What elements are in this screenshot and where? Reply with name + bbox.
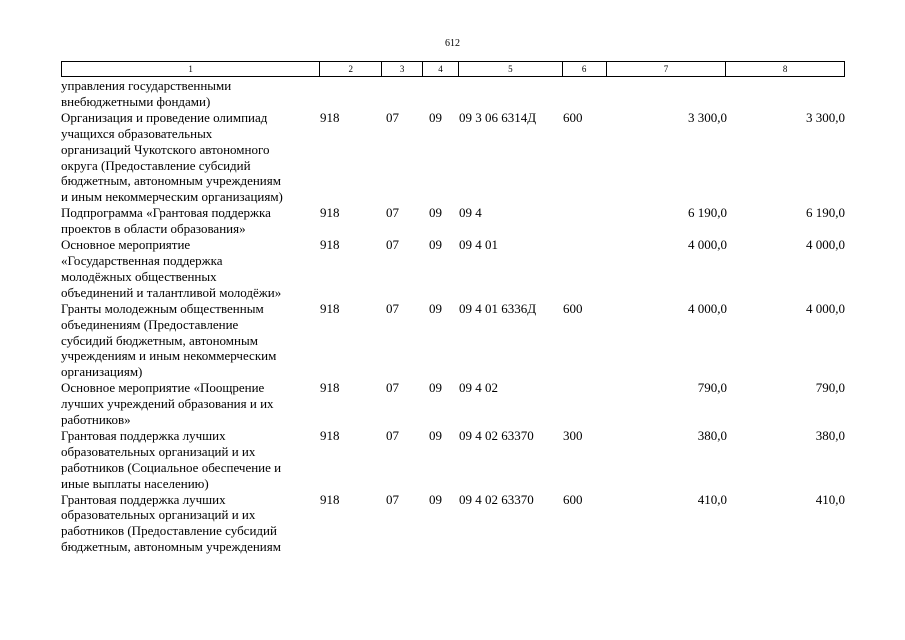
description-line: и иным некоммерческим организациям): [61, 189, 283, 205]
row-section: [382, 237, 423, 301]
description-line: образовательных организаций и их: [61, 507, 256, 523]
row-target-article: [459, 78, 563, 110]
row-amount-col7-value: 410,0: [697, 491, 727, 507]
row-description: [61, 237, 320, 301]
table-row: [61, 205, 845, 237]
description-line: округа (Предоставление субсидий: [61, 157, 251, 173]
row-amount-col7-value: 380,0: [697, 427, 727, 443]
row-description: [61, 205, 320, 237]
row-target-article-value: 09 4 02 63370: [459, 427, 534, 443]
row-amount-col8-value: 790,0: [815, 380, 845, 396]
row-section: [382, 110, 423, 205]
row-amount-col7: [607, 110, 727, 205]
row-amount-col7-value: 6 190,0: [688, 205, 727, 221]
row-amount-col8-value: 4 000,0: [806, 300, 845, 316]
row-section: [382, 301, 423, 381]
table-header: [61, 61, 845, 77]
row-amount-col7-value: 790,0: [697, 380, 727, 396]
table-row: [61, 492, 845, 556]
row-admin-code-value: 918: [320, 380, 340, 396]
description-line: Подпрограмма «Грантовая поддержка: [61, 205, 271, 221]
row-section: [382, 428, 423, 492]
header-col-8: 8: [782, 64, 788, 74]
row-section-value: 07: [386, 380, 399, 396]
description-line: Основное мероприятие: [61, 237, 191, 253]
row-admin-code-value: 918: [320, 237, 340, 253]
description-line: работников (Социальное обеспечение и: [61, 459, 282, 475]
row-section-value: 07: [386, 300, 399, 316]
row-amount-col8-value: 6 190,0: [806, 205, 845, 221]
row-expense-type: [563, 78, 607, 110]
row-amount-col7: [607, 301, 727, 381]
row-expense-type: [563, 492, 607, 556]
description-line: учреждениям и иным некоммерческим: [61, 348, 277, 364]
row-amount-col8: [727, 205, 845, 237]
header-col-1: 1: [62, 62, 320, 76]
row-subsection-value: 09: [429, 237, 442, 253]
description-line: образовательных организаций и их: [61, 443, 256, 459]
row-section: [382, 205, 423, 237]
row-admin-code-value: 918: [320, 300, 340, 316]
row-description: [61, 428, 320, 492]
row-amount-col8-value: 380,0: [815, 427, 845, 443]
description-line: Организация и проведение олимпиад: [61, 109, 268, 125]
row-admin-code-value: 918: [320, 109, 340, 125]
description-line: объединений и талантливой молодёжи»: [61, 284, 282, 300]
row-target-article-value: 09 4: [459, 205, 482, 221]
table-row: [61, 301, 845, 381]
header-col-3: 3: [382, 62, 423, 76]
row-section-value: 07: [386, 237, 399, 253]
row-amount-col7: [607, 78, 727, 110]
row-amount-col7: [607, 237, 727, 301]
description-line: Основное мероприятие «Поощрение: [61, 380, 265, 396]
row-amount-col8: [727, 428, 845, 492]
row-amount-col8: [727, 380, 845, 428]
row-admin-code: [320, 237, 382, 301]
row-amount-col7: [607, 380, 727, 428]
row-expense-type: [563, 380, 607, 428]
row-admin-code: [320, 110, 382, 205]
row-description: [61, 380, 320, 428]
description-line: иные выплаты населению): [61, 475, 209, 491]
row-subsection: [423, 428, 459, 492]
description-line: Грантовая поддержка лучших: [61, 491, 226, 507]
row-amount-col7: [607, 428, 727, 492]
page-number: 612: [445, 38, 460, 49]
row-subsection: [423, 205, 459, 237]
row-target-article-value: 09 4 01 6336Д: [459, 300, 537, 316]
row-subsection: [423, 301, 459, 381]
row-expense-type: [563, 205, 607, 237]
row-expense-type: [563, 301, 607, 381]
row-target-article: [459, 428, 563, 492]
row-admin-code-value: 918: [320, 205, 340, 221]
description-line: учащихся образовательных: [61, 125, 213, 141]
row-subsection-value: 09: [429, 427, 442, 443]
row-subsection-value: 09: [429, 300, 442, 316]
row-admin-code: [320, 301, 382, 381]
description-line: Гранты молодежным общественным: [61, 300, 264, 316]
description-line: проектов в области образования»: [61, 221, 246, 237]
row-subsection-value: 09: [429, 109, 442, 125]
row-amount-col8-value: 410,0: [815, 491, 845, 507]
description-line: организаций Чукотского автономного: [61, 141, 270, 157]
row-amount-col8-value: 3 300,0: [806, 109, 845, 125]
description-line: управления государственными: [61, 78, 232, 93]
row-description: [61, 78, 320, 110]
row-target-article: [459, 380, 563, 428]
row-admin-code: [320, 492, 382, 556]
description-line: Грантовая поддержка лучших: [61, 427, 226, 443]
row-amount-col7-value: 4 000,0: [688, 300, 727, 316]
row-amount-col7-value: 3 300,0: [688, 109, 727, 125]
row-amount-col7-value: 4 000,0: [688, 237, 727, 253]
row-admin-code-value: 918: [320, 491, 340, 507]
row-amount-col7: [607, 205, 727, 237]
row-expense-type-value: 600: [563, 300, 583, 316]
row-section: [382, 380, 423, 428]
row-amount-col8: [727, 301, 845, 381]
row-target-article: [459, 301, 563, 381]
row-subsection: [423, 110, 459, 205]
row-section: [382, 492, 423, 556]
row-target-article: [459, 492, 563, 556]
row-subsection: [423, 237, 459, 301]
table-body: [61, 78, 845, 555]
row-subsection: [423, 78, 459, 110]
row-amount-col8: [727, 78, 845, 110]
table-row: [61, 78, 845, 110]
description-line: внебюджетными фондами): [61, 93, 211, 109]
table-row: [61, 428, 845, 492]
row-section-value: 07: [386, 427, 399, 443]
row-expense-type-value: 600: [563, 491, 583, 507]
row-admin-code: [320, 78, 382, 110]
description-line: «Государственная поддержка: [61, 252, 223, 268]
table-row: [61, 237, 845, 301]
row-target-article: [459, 205, 563, 237]
row-description: [61, 110, 320, 205]
row-target-article-value: 09 4 01: [459, 237, 498, 253]
description-line: организациям): [61, 364, 143, 380]
row-admin-code: [320, 428, 382, 492]
description-line: бюджетным, автономным учреждениям: [61, 539, 281, 555]
header-col-4: 4: [423, 62, 459, 76]
row-expense-type: [563, 110, 607, 205]
row-target-article-value: 09 4 02 63370: [459, 491, 534, 507]
description-line: работников»: [61, 412, 131, 428]
row-expense-type: [563, 237, 607, 301]
row-subsection-value: 09: [429, 380, 442, 396]
table-row: [61, 380, 845, 428]
row-target-article: [459, 237, 563, 301]
row-expense-type-value: 600: [563, 109, 583, 125]
row-description: [61, 492, 320, 556]
row-admin-code-value: 918: [320, 427, 340, 443]
row-section-value: 07: [386, 109, 399, 125]
header-col-7: 7: [607, 62, 727, 76]
row-expense-type: [563, 428, 607, 492]
row-subsection-value: 09: [429, 491, 442, 507]
row-subsection: [423, 492, 459, 556]
row-amount-col8: [727, 492, 845, 556]
row-target-article: [459, 110, 563, 205]
description-line: лучших учреждений образования и их: [61, 396, 274, 412]
row-section: [382, 78, 423, 110]
header-col-2: 2: [320, 62, 382, 76]
description-line: бюджетным, автономным учреждениям: [61, 173, 281, 189]
row-amount-col7: [607, 492, 727, 556]
description-line: объединениям (Предоставление: [61, 316, 239, 332]
row-subsection-value: 09: [429, 205, 442, 221]
description-line: молодёжных общественных: [61, 268, 217, 284]
row-amount-col8: [727, 110, 845, 205]
table-row: [61, 110, 845, 205]
row-subsection: [423, 380, 459, 428]
description-line: работников (Предоставление субсидий: [61, 523, 277, 539]
row-admin-code: [320, 380, 382, 428]
row-section-value: 07: [386, 205, 399, 221]
row-admin-code: [320, 205, 382, 237]
row-amount-col8: [727, 237, 845, 301]
row-section-value: 07: [386, 491, 399, 507]
row-target-article-value: 09 4 02: [459, 380, 498, 396]
description-line: субсидий бюджетным, автономным: [61, 332, 258, 348]
row-expense-type-value: 300: [563, 427, 583, 443]
row-description: [61, 301, 320, 381]
row-amount-col8-value: 4 000,0: [806, 237, 845, 253]
row-target-article-value: 09 3 06 6314Д: [459, 109, 537, 125]
header-col-6: 6: [563, 62, 607, 76]
header-col-5: 5: [459, 62, 563, 76]
